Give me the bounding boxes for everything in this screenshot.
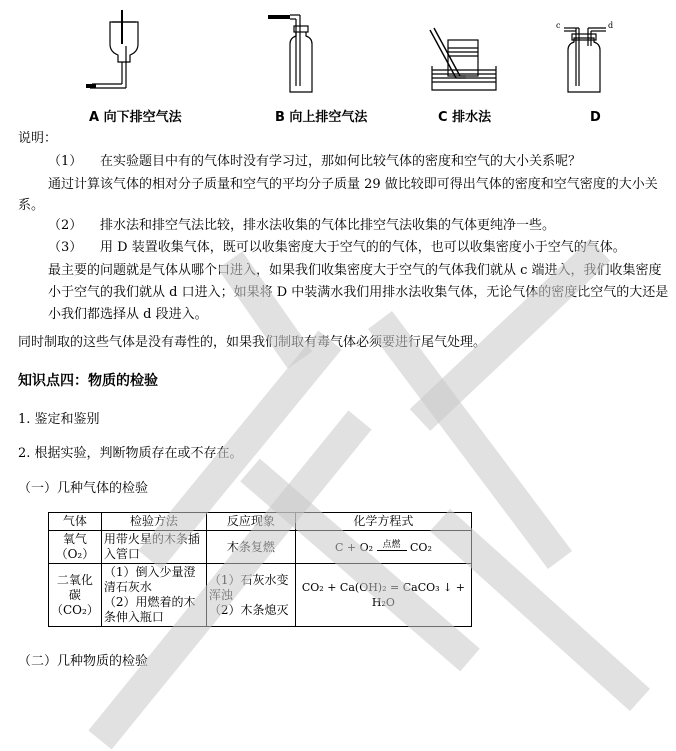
- table-row: [49, 564, 472, 627]
- phenomenon-2: （2）木条熄灭: [208, 602, 289, 617]
- figure-c-apparatus: [430, 28, 496, 90]
- table-header-row: [49, 513, 472, 531]
- header-method: 检验方法: [101, 513, 206, 531]
- gas-formula: （CO₂）: [51, 602, 99, 617]
- note-2-text: 排水法和排空气法比较，排水法收集的气体比排空气法收集的气体更纯净一些。: [100, 218, 556, 233]
- phenomenon-1: （1）石灰水变浑浊: [208, 572, 289, 602]
- figure-b-apparatus: [268, 15, 312, 92]
- item-2: 2. 根据实验，判断物质存在或不存在。: [18, 446, 243, 461]
- figure-c-label: C 排水法: [438, 110, 492, 125]
- subsection-1-title: （一）几种气体的检验: [18, 481, 149, 496]
- cell-method: [101, 564, 206, 627]
- cell-phenomenon: 木条复燃: [206, 531, 295, 564]
- cell-equation: CO₂ + Ca(OH)₂ = CaCO₃ ↓ + H₂O: [295, 564, 471, 627]
- item-1: 1. 鉴定和鉴别: [18, 412, 100, 427]
- table-row: [49, 531, 472, 564]
- cell-gas: [49, 564, 102, 627]
- gas-formula: （O₂）: [55, 547, 95, 561]
- method-step-2: （2）用燃着的木条伸入瓶口: [103, 595, 196, 624]
- note-3-number: （3）: [48, 240, 83, 255]
- note-1-number: （1）: [48, 154, 83, 169]
- header-equation: 化学方程式: [295, 513, 471, 531]
- note-3-continuation: 最主要的问题就是气体从哪个口进入，如果我们收集密度大于空气的气体我们就从 c 端进入，我们收集密度小于空气的我们就从 d 口进入；如果将 D 中装满水我们用排水法收集气体，无论气体的密度比空气的大还是小我们都选择从 d 段进入。: [48, 263, 669, 322]
- figure-d-label: D: [590, 110, 601, 125]
- gas-name: 氧气: [62, 532, 87, 546]
- header-phenomenon: 反应现象: [206, 513, 295, 531]
- note-heading: 说明：: [18, 131, 58, 146]
- header-gas: 气体: [49, 513, 102, 531]
- note-2-number: （2）: [48, 218, 83, 233]
- equation-left: C + O₂: [334, 540, 374, 554]
- equation-right: CO₂: [410, 540, 432, 554]
- gas-collection-figures: [0, 0, 676, 100]
- method-step-1: （1）倒入少量澄清石灰水: [103, 565, 196, 594]
- gas-detection-table: [48, 512, 472, 627]
- cell-method: 用带火星的木条插入管口: [101, 531, 206, 564]
- note-4-text: 同时制取的这些气体是没有毒性的，如果我们制取有毒气体必须要进行尾气处理。: [18, 335, 487, 350]
- note-1-text: 在实验题目中有的气体时没有学习过，那如何比较气体的密度和空气的大小关系呢？: [100, 154, 582, 169]
- gas-name: 二氧化碳: [56, 572, 93, 602]
- figure-d-port-c: c: [556, 21, 561, 30]
- note-3-text: 用 D 装置收集气体，既可以收集密度大于空气的的气体，也可以收集密度小于空气的气体。: [100, 240, 626, 255]
- figure-d-port-d: d: [608, 21, 614, 30]
- equation-condition-arrow: [377, 541, 407, 555]
- figure-a-label: A 向下排空气法: [89, 110, 182, 125]
- cell-phenomenon: [206, 564, 295, 627]
- section-title: 知识点四：物质的检验: [18, 373, 158, 389]
- figure-a-apparatus: [86, 10, 138, 88]
- equation-bar: [377, 550, 407, 555]
- figure-d-apparatus: [564, 28, 606, 92]
- subsection-2-title: （二）几种物质的检验: [18, 654, 149, 669]
- equation-condition: 点燃: [382, 539, 401, 550]
- cell-equation: [295, 531, 471, 564]
- cell-gas: [49, 531, 102, 564]
- figure-b-label: B 向上排空气法: [275, 110, 368, 125]
- note-1-continuation: 通过计算该气体的相对分子质量和空气的平均分子质量 29 做比较即可得出气体的密度和空气密度的大小关系。: [18, 177, 658, 213]
